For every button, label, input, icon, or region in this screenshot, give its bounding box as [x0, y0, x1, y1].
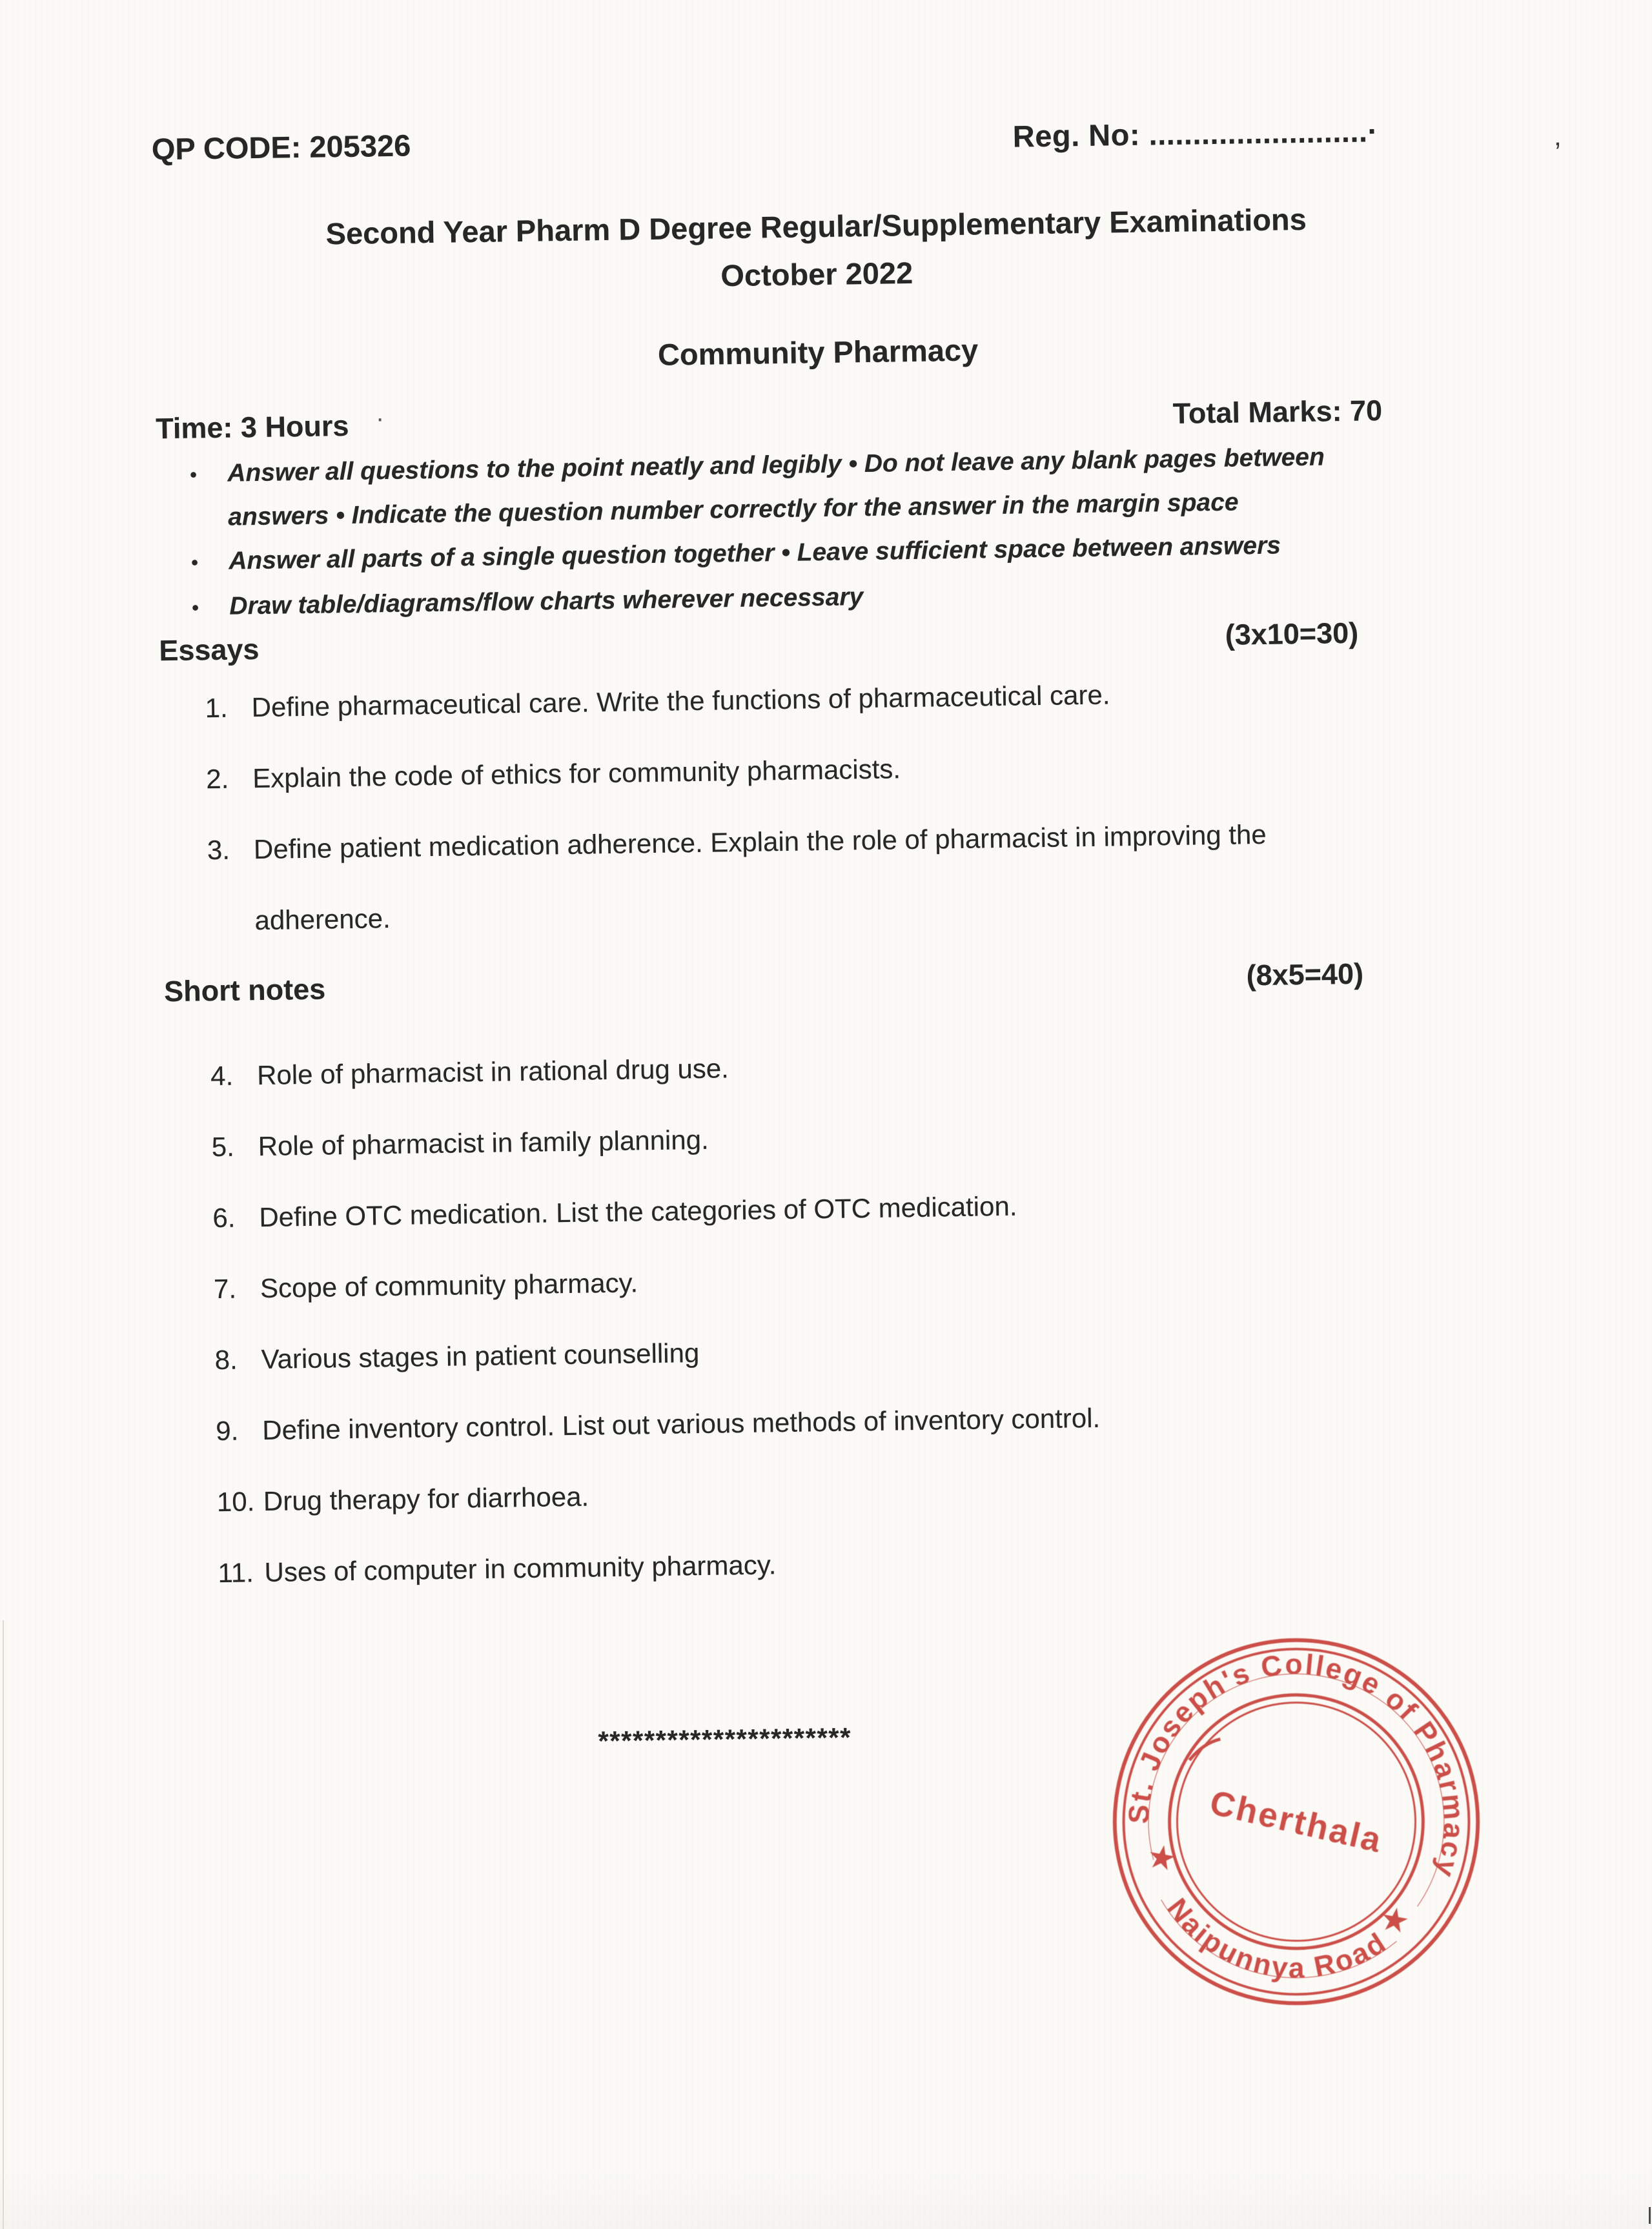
question-number: 8.: [214, 1344, 238, 1376]
question-number: 1.: [205, 692, 229, 724]
essays-heading: Essays: [158, 632, 260, 667]
total-marks: Total Marks: 70: [1172, 394, 1383, 430]
college-stamp: [1105, 1631, 1487, 2013]
scan-artifact-apostrophe: ’: [1555, 137, 1561, 168]
question-text: Explain the code of ethics for community pharmacists.: [252, 753, 901, 794]
question-text: Role of pharmacist in rational drug use.: [256, 1053, 729, 1091]
short-notes-marks: (8x5=40): [1246, 957, 1364, 992]
stamp-star-right-icon: ★: [1379, 1901, 1411, 1939]
header-row: [151, 112, 1478, 167]
stamp-center-text: Cherthala: [1206, 1783, 1387, 1860]
bullet-icon: •: [191, 552, 199, 574]
question-text: Drug therapy for diarrhoea.: [263, 1481, 589, 1517]
question-number: 6.: [212, 1202, 236, 1234]
question-number: 3.: [207, 834, 230, 866]
instruction-text: Answer all parts of a single question together • Leave sufficient space between answers: [228, 531, 1281, 575]
instruction-item: [190, 434, 1372, 540]
bullet-icon: •: [190, 464, 198, 486]
instructions-list: [190, 434, 1374, 630]
essay-question-3: [207, 796, 1490, 957]
question-text: Role of pharmacist in family planning.: [258, 1124, 709, 1162]
question-number: 2.: [205, 763, 229, 795]
subject-title: Community Pharmacy: [657, 332, 979, 372]
short-note-questions: [210, 1022, 1500, 1609]
question-number: 10.: [216, 1486, 255, 1518]
stamp-arc-top-text: St. Joseph's College of Pharmacy: [1123, 1648, 1470, 1882]
question-text: Scope of community pharmacy.: [260, 1267, 638, 1304]
bullet-icon: •: [192, 597, 199, 619]
essay-questions: [205, 654, 1490, 957]
time-allowed: Time: 3 Hours: [155, 409, 349, 445]
question-number: 11.: [218, 1557, 254, 1589]
exam-title: Second Year Pharm D Degree Regular/Supplementary Examinations: [325, 201, 1307, 251]
exam-session: October 2022: [720, 255, 913, 293]
scanner-edge-line: [3, 1620, 4, 2229]
stamp-arc-bottom-text: Naipunnya Road: [1161, 1893, 1393, 1984]
question-text: Various stages in patient counselling: [261, 1337, 700, 1375]
question-text: Define pharmaceutical care. Write the functions of pharmaceutical care.: [251, 679, 1110, 723]
question-text: Define OTC medication. List the categories of OTC medication.: [259, 1190, 1017, 1233]
instruction-text: Answer all questions to the point neatly and legibly • Do not leave any blank pages between answers • Indicate the question number correctly for the answer in the margin space: [227, 443, 1325, 531]
short-notes-heading-row: [164, 955, 1491, 1009]
question-number: 5.: [211, 1131, 235, 1163]
question-text: Define inventory control. List out various methods of inventory control.: [261, 1402, 1101, 1446]
stamp-star-left-icon: ★: [1146, 1839, 1178, 1877]
title-block: [152, 193, 1480, 308]
qp-code: QP CODE: 205326: [151, 128, 411, 167]
question-number: 9.: [215, 1415, 239, 1447]
scanner-edge-tick: [1649, 2207, 1651, 2224]
short-notes-heading: Short notes: [163, 972, 326, 1008]
reg-no-field: Reg. No: .........................·: [1012, 114, 1379, 154]
instruction-text: Draw table/diagrams/flow charts wherever necessary: [229, 583, 864, 620]
question-text: Uses of computer in community pharmacy.: [264, 1549, 777, 1588]
question-number: 4.: [210, 1060, 234, 1092]
scan-artifact-speck: ·: [376, 404, 385, 433]
end-separator: **********************: [598, 1722, 852, 1756]
question-text: Define patient medication adherence. Explain the role of pharmacist in improving the adherence.: [253, 819, 1267, 936]
essays-marks: (3x10=30): [1225, 616, 1359, 651]
question-number: 7.: [213, 1273, 237, 1305]
